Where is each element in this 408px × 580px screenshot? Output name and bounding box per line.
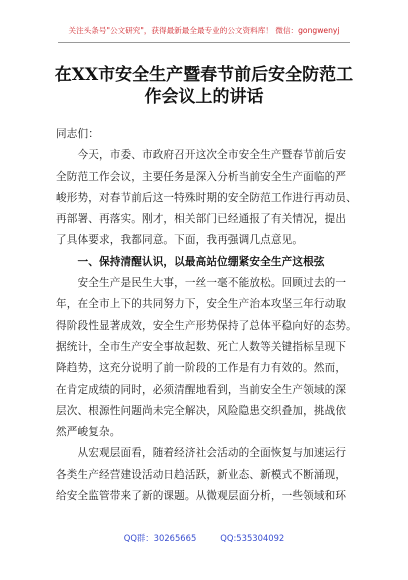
- paragraph-line: 全防范工作会议，主要任务是深入分析当前安全生产面临的严: [56, 170, 347, 183]
- title-line-2: 作会议上的讲话: [144, 87, 264, 107]
- document-body: [56, 124, 356, 507]
- page-title: [40, 64, 368, 108]
- paragraph-line: 再部署、再落实。刚才，相关部门已经通报了有关情况，提出: [56, 213, 347, 226]
- footer-qq: QQ:535304092: [220, 533, 285, 543]
- title-line-1: 在XX市安全生产暨春节前后安全防范工: [54, 65, 354, 85]
- paragraph-line: 层次、根源性问题尚未完全解决，风险隐患交织叠加，挑战依: [56, 404, 347, 417]
- header-divider: [58, 42, 350, 43]
- paragraph-line: 得阶段性显著成效，安全生产形势保持了总体平稳向好的态势。: [56, 319, 357, 332]
- footer-contact: [0, 532, 408, 544]
- paragraph-line: 降趋势，这充分说明了前一阶段的工作是有力有效的。然而，: [56, 362, 347, 375]
- paragraph-line: 峻形势，对春节前后这一特殊时期的安全防范工作进行再动员、: [56, 191, 357, 204]
- salutation: 同志们：: [56, 128, 99, 140]
- header-promo-text: 关注头条号"公文研究"，获得最新最全最专业的公文资料库！ 微信：gongwenyj: [68, 26, 340, 35]
- footer-qq-group: QQ群：30265665: [123, 533, 197, 543]
- paragraph-line: 然严峻复杂。: [56, 426, 121, 439]
- paragraph-line: 今天，市委、市政府召开这次全市安全生产暨春节前后安: [56, 149, 347, 162]
- paragraph-line: 给安全监管带来了新的课题。从微观层面分析，一些领域和环: [56, 490, 347, 503]
- paragraph-line: 各类生产经营建设活动日趋活跃，新业态、新模式不断涌现，: [56, 468, 347, 481]
- paragraph-line: 了具体要求，我都同意。下面，我再强调几点意见。: [56, 234, 304, 247]
- paragraph-line: 安全生产是民生大事，一丝一毫不能放松。回顾过去的一: [56, 277, 347, 290]
- paragraph-line: 在肯定成绩的同时，必须清醒地看到，当前安全生产领域的深: [56, 383, 347, 396]
- paragraph-line: 据统计，全市生产安全事故起数、死亡人数等关键指标呈现下: [56, 340, 347, 353]
- paragraph-line: 从宏观层面看，随着经济社会活动的全面恢复与加速运行: [56, 447, 347, 460]
- section-heading: 一、保持清醒认识，以最高站位绷紧安全生产这根弦: [56, 255, 325, 268]
- paragraph-line: 年，在全市上下的共同努力下，安全生产治本攻坚三年行动取: [56, 298, 347, 311]
